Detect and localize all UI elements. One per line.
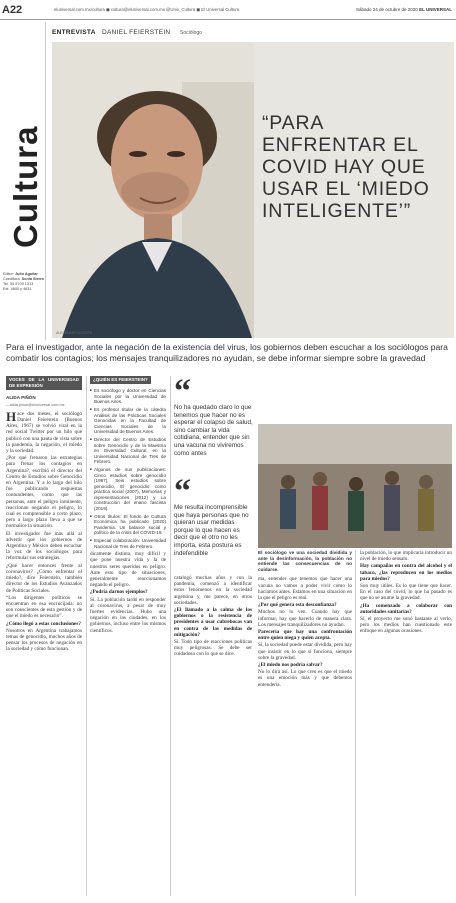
- pull-quote-text: Me resulta incomprensible que haya personas que no quieran usar medidas porque lo que hacen es decir que el otro no les importa, esta postura es indefendible: [174, 504, 249, 557]
- paragraph: No lo dirá así. Lo que creo es que el miedo es una emoción más y que debemos entenderla.: [258, 669, 352, 688]
- page-header: [0, 0, 456, 20]
- quote-mark-icon: “: [174, 473, 191, 510]
- credit-ext: Ext. 4800 y 4631: [3, 287, 32, 291]
- paragraph: Sí. Todo tipo de reacciones políticas muy peligrosas. Se debe ser cuidadoso con lo que se dice.: [174, 639, 252, 658]
- paragraph: Muchos no lo ven. Cuando hay que informar, hay que hacerlo de manera clara. Los mensajes tranquilizadores no ayudan.: [258, 609, 352, 628]
- paragraph: ma, entender que tenemos que hacer una vacuna no vamos a poder vivir como lo hacíamos antes. Estamos en una situación en la que el peligro es real.: [258, 576, 352, 601]
- article-column-2: [90, 376, 166, 635]
- pull-quote-2: [174, 473, 254, 557]
- interviewee-role: Sociólogo: [180, 30, 202, 36]
- question: ¿Por qué genera esta desconfianza?: [258, 602, 337, 609]
- paragraph: Sí, el proyecto me sonó bastante al verlo, pero los medios han cuestionado este enfoque en algunas ocasiones.: [360, 616, 452, 635]
- lead-paragraph: Hace dos meses, el sociólogo Daniel Feierstein (Buenos Aires, 1967) se volvió viral en la red social Twitter por un hilo que publicó con una pauta de vista sobre la pandemia, la negación, el miedo y la sociedad.: [6, 408, 82, 455]
- question: Hay campañas en contra del alcohol y el tabaco, ¿las reproducen en los medios para miedos?: [360, 563, 452, 582]
- paragraph: Son muy útiles. Es lo que tiene que hacer. En el caso del covid, lo que ha pasado es que no se asume la gravedad.: [360, 583, 452, 602]
- standfirst: Para el investigador, ante la negación de la existencia del virus, los gobiernos deben escuchar a los sociólogos para combatir los contagios; los mensajes tranquilizadores no ayudan, se debe informar siempre sobre la gravedad: [6, 342, 448, 363]
- question: Parecería que hay una confrontación entre quien niega y quien acepta.: [258, 629, 352, 642]
- paragraph: Nosotros en Argentina trabajamos temas de genocidio, muchos años de pensar los procesos de negación en la sociedad y cómo funcionan.: [6, 627, 82, 653]
- bio-item: ■ Algunos de sus publicaciones: Cinco estudios sobre genocidio (1997), Seis estudios sobre genocidio, El genocidio como práctica social (2007), Memorias y representaciones (2012) y La construcción del enano fascista (2019).: [90, 467, 166, 512]
- issue-date: Sábado 24 de octubre de 2020: [356, 7, 418, 12]
- section-column: [0, 22, 46, 340]
- paragraph: Sí, la sociedad puede estar dividida, pero hay que insistir en lo que sí funciona, siempre sobre la gravedad.: [258, 642, 352, 661]
- section-name: Cultura: [7, 125, 44, 248]
- bio-item: ■ Es profesor titular de la cátedra Análisis de las Prácticas Sociales Genocidas en la Facultad de Ciencias Sociales de la Universidad de Buenos Aires.: [90, 407, 166, 435]
- entrevista-tag: ENTREVISTA: [52, 29, 96, 36]
- paragraph: dicamente distinta, muy difícil y que pone nuestra vida y la de nuestros seres queridos en peligro. Ante esto tipo de situaciones, generalmente reaccionamos negando el peligro.: [90, 551, 166, 589]
- credit-tel: Tel. 55 5709 1313: [3, 282, 34, 286]
- section-credits: [3, 272, 45, 292]
- quote-mark-icon: “: [174, 373, 191, 410]
- question: ¿El llamado a la calma de los gobiernos o la resistencia de presidentes a usar cubrebocas van en contra de las medidas de mitigación?: [174, 607, 252, 638]
- market-illustration: [258, 424, 452, 548]
- bio-item: ■ Otros títulos: El fondo de Cultura Económica ha publicado (2020) Pandemia. Un balance social y político de la crisis del COVID-19.: [90, 514, 166, 536]
- masthead-brand: EL UNIVERSAL: [419, 7, 452, 12]
- paragraph: Sí. La población tardó en responder al coronavirus, a pesar de muy fuertes evidencias. Hubo una negación en las ciudades, en los gobiernos, incluso entre los mismos científicos.: [90, 596, 166, 634]
- pull-quote-1: [174, 373, 254, 457]
- column-1-kicker: VOCES DE LA UNIVERSIDAD DE EXPRESIÓN: [6, 376, 82, 390]
- portrait-photo: [52, 42, 254, 338]
- column-divider: [86, 376, 87, 896]
- portrait-illustration: [52, 42, 254, 338]
- article-column-5: [360, 550, 452, 636]
- bio-item: ■ Director del Centro de Estudios sobre Genocidio y de la Maestría en Diversidad Cultural, en la Universidad Nacional de Tres de Febrero.: [90, 437, 166, 465]
- paragraph: ¿Por qué frenaron las estrategias para frenar los contagios en Argentina?, escribió el director del Centro de Estudios sobre Genocidio en Argentina. Y a lo largo del hilo fue publicando respuestas contundentes, como que las personas, ante el peligro inminente, reaccionan negando el peligro, lo cual es comprensible a corto plazo, pero a largo plazo lleva a que se normalice la situación.: [6, 455, 82, 530]
- header-contact: eluniversal.com.mx/cultura ◼ cultura@eluniversal.com.mx @Univ_Cultura ◼ El Universal Cultura: [54, 7, 240, 12]
- question: ¿Podría darnos ejemplos?: [90, 589, 148, 596]
- paragraph: la población, lo que implicaría introducir un nivel de miedo sensato.: [360, 550, 452, 563]
- question: ¿Cómo llegó a estas conclusiones?: [6, 620, 81, 627]
- paragraph: ¿Qué hacer entonces frente al coronavirus? ¿Cómo enfrentar el miedo?, dice Feierstein, también director de los Estudios Avanzados de Políticas Sociales.: [6, 562, 82, 594]
- bio-box-heading: ¿QUIÉN ES FEIERSTEIN?: [90, 376, 151, 384]
- bio-item: ■ Especial colaboración: Universidad Nacional de Tres de Febrero.: [90, 538, 166, 549]
- market-photo: [258, 424, 452, 548]
- dropcap: H: [6, 408, 17, 424]
- bio-item: ■ Es sociólogo y doctor en Ciencias Sociales por la Universidad de Buenos Aires.: [90, 388, 166, 405]
- headline-quote: “PARA ENFRENTAR EL COVID HAY QUE USAR EL ‘MIEDO INTELIGENTE’”: [262, 112, 430, 222]
- bio-list: [90, 384, 166, 549]
- photo-credit: ALEJANDRO ACOSTA: [56, 331, 92, 335]
- column-divider: [170, 376, 171, 896]
- photo-caption: El sociólogo ve una sociedad dividida y ante la desinformación, la población no entiende las consecuencias de no cuidarse.: [258, 550, 352, 572]
- article-column-1: [6, 376, 82, 654]
- question: ¿Ha comenzado a colaborar con autoridades sanitarias?: [360, 602, 452, 615]
- entrevista-bar: [52, 28, 452, 38]
- question: ¿El miedo nos podría salvar?: [258, 662, 323, 669]
- pull-quote-text: No ha quedado claro lo que tenemos que hacer no es esperar el colapso de salud, sino cambiar la vida cotidiana, entender que sin una vacuna no viviremos como antes: [174, 404, 253, 457]
- header-date: [356, 7, 452, 12]
- byline-email: —alida.pinon@eluniversal.com.mx: [6, 402, 65, 407]
- article-column-3: [174, 575, 252, 659]
- byline: ALIDA PIÑÓN: [6, 395, 36, 401]
- paragraph: catalogó muchas años y con la pandemia, comenzó a identificar estos fenómenos en la sociedad argentina y, me parece, en otros sociedades.: [174, 575, 252, 606]
- paragraph: “Los dirigentes políticos se encuentran en esa encrucijada: no son conscientes de esta gestión y de que el miedo es necesario”.: [6, 594, 82, 620]
- article-column-4: [258, 550, 352, 689]
- interviewee-name: DANIEL FEIERSTEIN: [102, 29, 171, 36]
- credit-coeditor: Coeditora: Sonia Sierra: [3, 277, 44, 281]
- paragraph: El investigador fue más allá al advertir que los gobiernos de Argentina y México deben escuchar la voz de los sociólogos para reformular sus estrategias.: [6, 530, 82, 562]
- column-divider: [355, 550, 356, 896]
- page-number: A22: [2, 4, 23, 16]
- credit-editor: Editor: Julio Aguilar: [3, 272, 38, 276]
